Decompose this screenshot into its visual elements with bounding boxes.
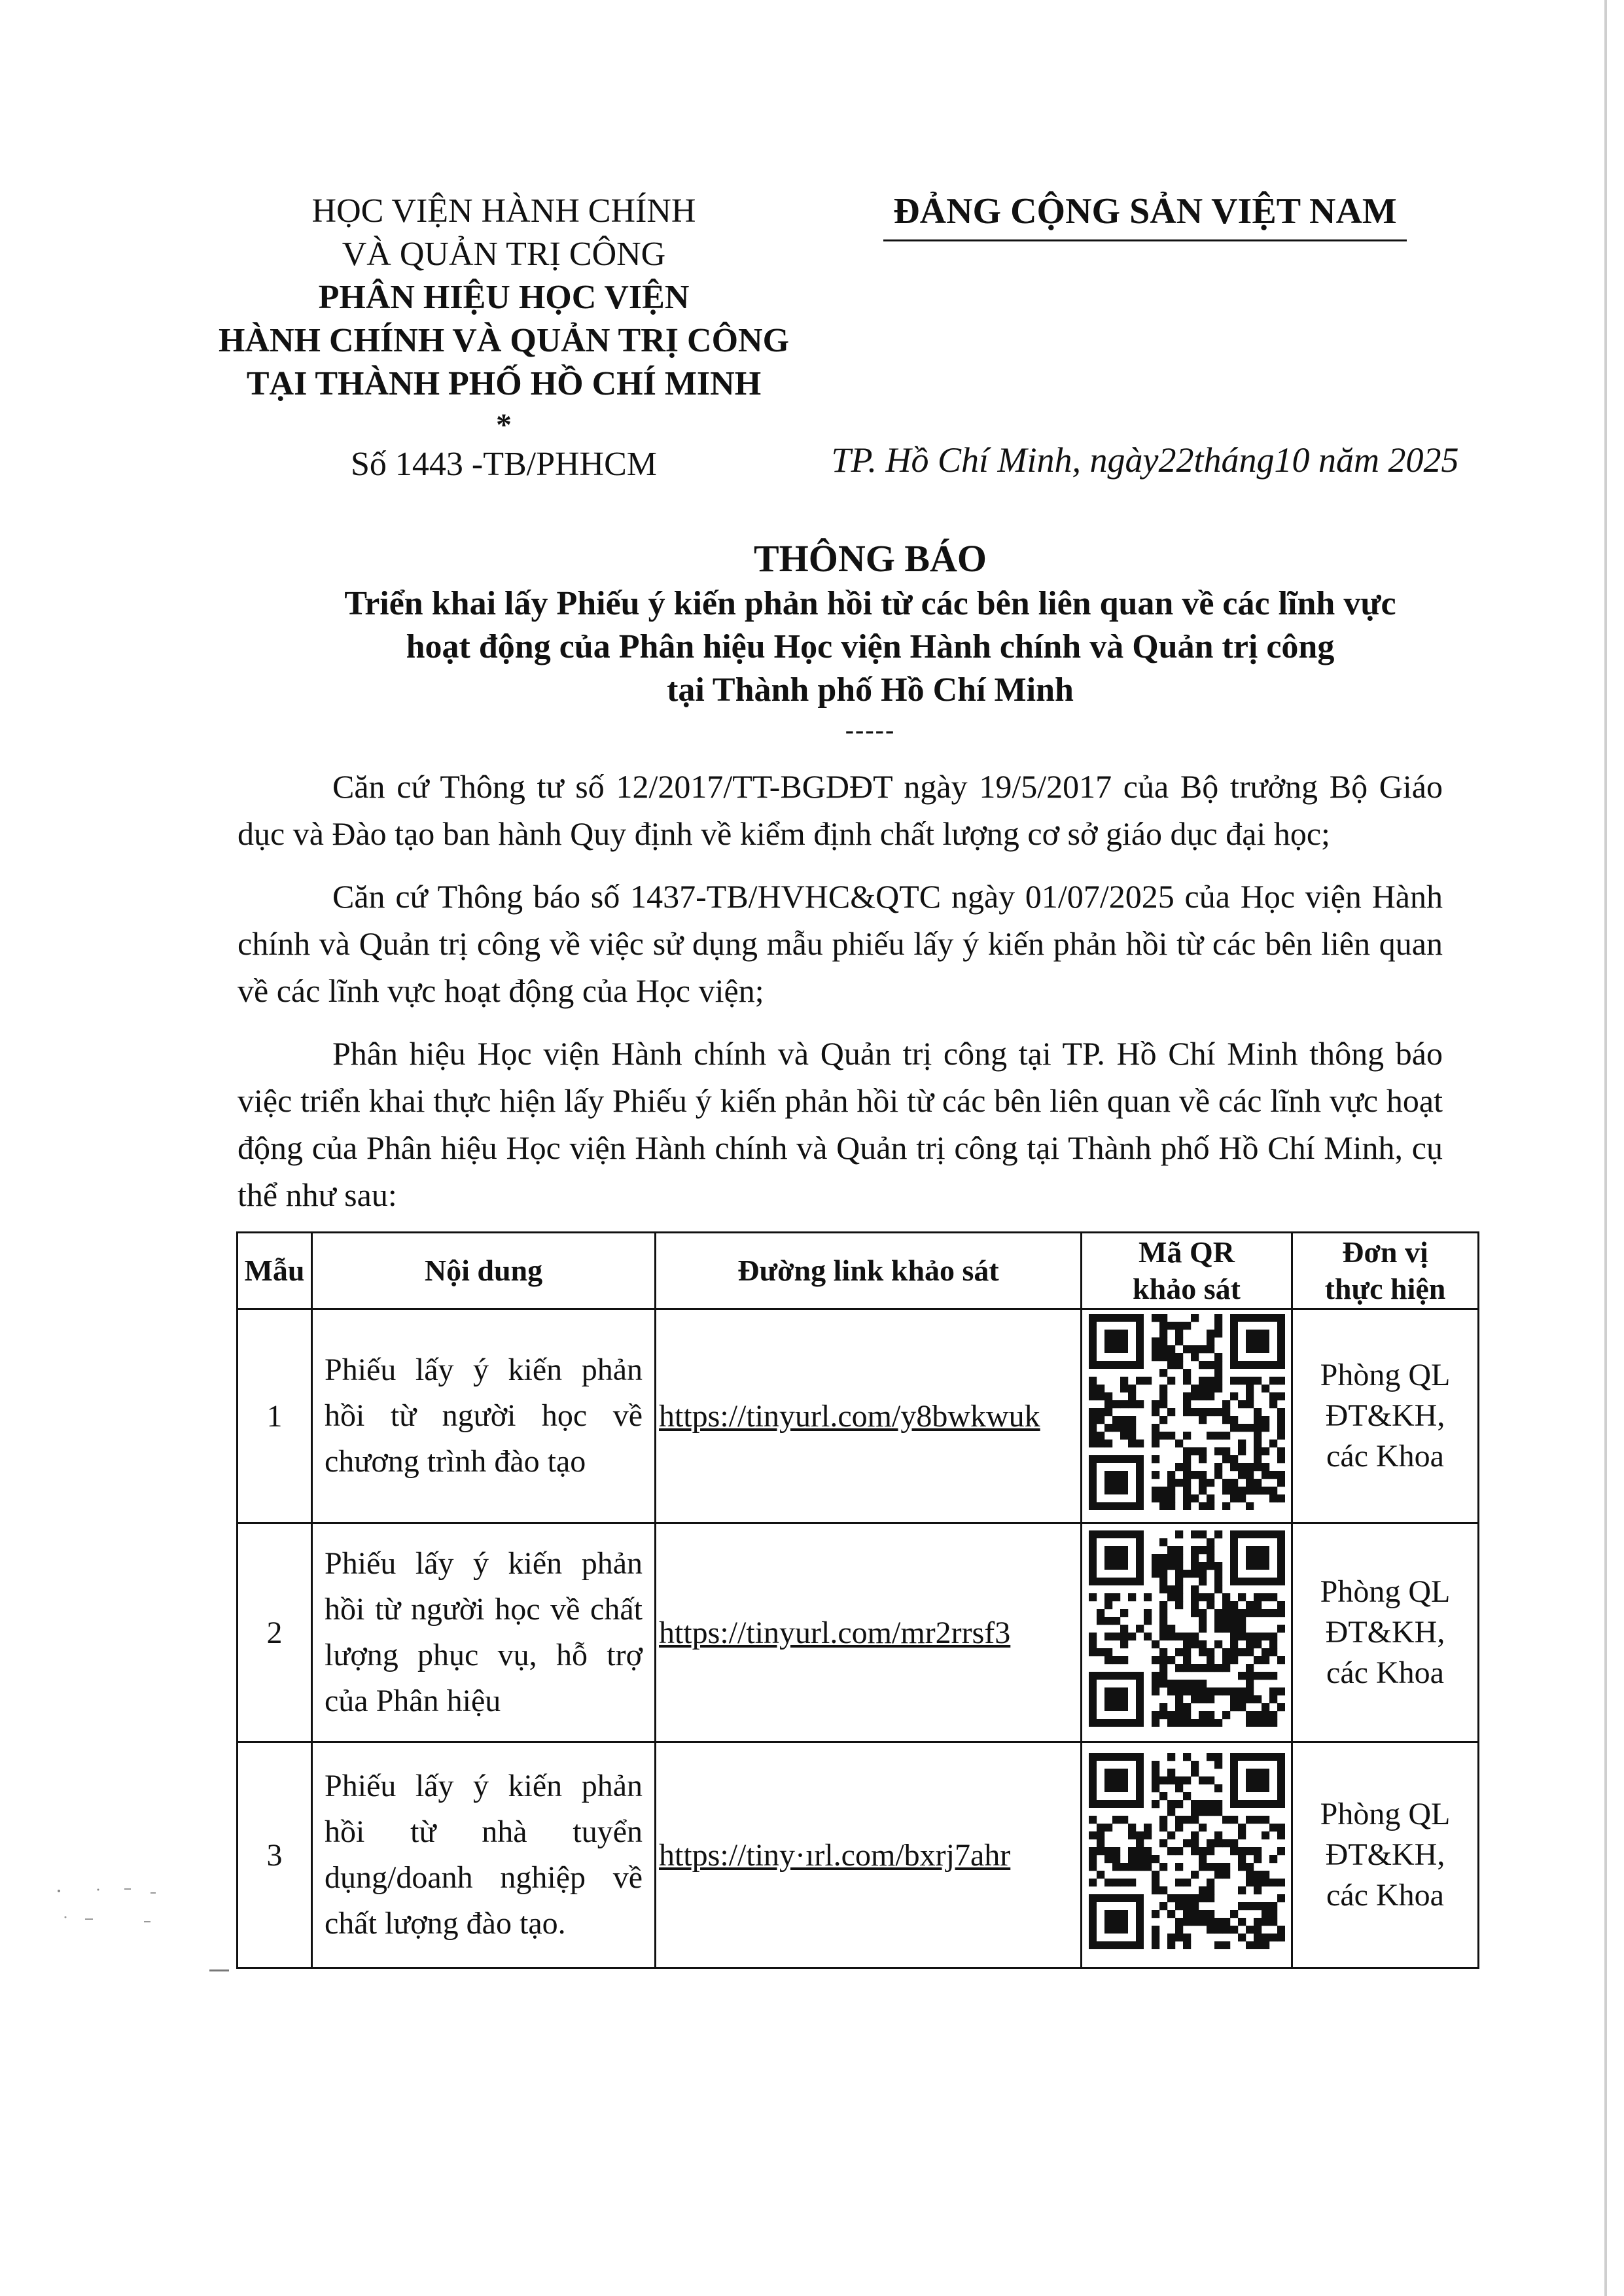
table-header-row [238, 1233, 1479, 1309]
issuer-block [150, 190, 857, 406]
col-header-link: Đường link khảo sát [656, 1233, 1082, 1309]
org-name-line1: HỌC VIỆN HÀNH CHÍNH [311, 192, 696, 230]
branch-name-line3: TẠI THÀNH PHỐ HỒ CHÍ MINH [246, 365, 762, 402]
table-row [238, 1523, 1479, 1742]
scan-noise [46, 1871, 177, 1950]
document-subtitle [216, 582, 1525, 712]
scan-edge [1604, 0, 1607, 2296]
survey-link-cell [656, 1309, 1082, 1523]
col-header-qr [1082, 1233, 1292, 1309]
qr-code-icon[interactable] [1089, 1314, 1285, 1510]
subtitle-line1: Triển khai lấy Phiếu ý kiến phản hồi từ các bên liên quan về các lĩnh vực [344, 585, 1396, 622]
row-content: Phiếu lấy ý kiến phản hồi từ người học về chương trình đào tạo [312, 1309, 656, 1523]
row-number: 3 [238, 1742, 312, 1968]
row-content: Phiếu lấy ý kiến phản hồi từ nhà tuyển dụng/doanh nghiệp về chất lượng đào tạo. [312, 1742, 656, 1968]
place-date: TP. Hồ Chí Minh, ngày22tháng10 năm 2025 [831, 440, 1459, 480]
qr-cell [1082, 1309, 1292, 1523]
row-number: 2 [238, 1523, 312, 1742]
unit-line1: Phòng QL [1320, 1797, 1451, 1831]
unit-line3: các Khoa [1326, 1878, 1444, 1913]
paragraph-legal-basis-2: Căn cứ Thông báo số 1437-TB/HVHC&QTC ngày 01/07/2025 của Học viện Hành chính và Quản trị công về việc sử dụng mẫu phiếu lấy ý kiến phản hồi từ các bên liên quan về các lĩnh vực hoạt động của Học viện; [238, 878, 1443, 1009]
unit-line3: các Khoa [1326, 1439, 1444, 1474]
paragraph-legal-basis-1: Căn cứ Thông tư số 12/2017/TT-BGDĐT ngày 19/5/2017 của Bộ trưởng Bộ Giáo dục và Đào tạo ban hành Quy định về kiểm định chất lượng cơ sở giáo dục đại học; [238, 768, 1443, 852]
branch-name-line1: PHÂN HIỆU HỌC VIỆN [318, 279, 690, 316]
unit-line2: ĐT&KH, [1325, 1398, 1445, 1433]
paragraph-announcement: Phân hiệu Học viện Hành chính và Quản trị công tại TP. Hồ Chí Minh thông báo việc triển khai thực hiện lấy Phiếu ý kiến phản hồi từ các bên liên quan về các lĩnh vực hoạt động của Phân hiệu Học viện Hành chính và Quản trị công tại Thành phố Hồ Chí Minh, cụ thể như sau: [238, 1035, 1443, 1213]
party-underline [883, 239, 1407, 241]
survey-table [236, 1231, 1479, 1969]
col-header-unit [1292, 1233, 1479, 1309]
row-unit [1292, 1742, 1479, 1968]
col-header-unit-line1: Đơn vị [1342, 1235, 1428, 1269]
survey-link-cell [656, 1742, 1082, 1968]
qr-cell [1082, 1523, 1292, 1742]
table-row [238, 1309, 1479, 1523]
table-row [238, 1742, 1479, 1968]
unit-line2: ĐT&KH, [1325, 1615, 1445, 1650]
scan-mark [209, 1969, 229, 1971]
col-header-qr-line2: khảo sát [1133, 1272, 1241, 1305]
unit-line1: Phòng QL [1320, 1358, 1451, 1392]
org-name-line2: VÀ QUẢN TRỊ CÔNG [342, 236, 666, 273]
subtitle-line2: hoạt động của Phân hiệu Học viện Hành chính và Quản trị công [406, 628, 1335, 665]
survey-link[interactable]: https://tiny·ırl.com/bxrj7ahr [659, 1837, 1011, 1873]
row-number: 1 [238, 1309, 312, 1523]
document-number: Số 1443 -TB/PHHCM [350, 446, 658, 483]
qr-code-icon[interactable] [1089, 1753, 1285, 1949]
branch-name-line2: HÀNH CHÍNH VÀ QUẢN TRỊ CÔNG [218, 322, 790, 359]
row-unit [1292, 1309, 1479, 1523]
survey-link-cell [656, 1523, 1082, 1742]
col-header-no: Mẫu [238, 1233, 312, 1309]
col-header-unit-line2: thực hiện [1324, 1272, 1446, 1305]
col-header-qr-line1: Mã QR [1139, 1235, 1235, 1269]
row-content: Phiếu lấy ý kiến phản hồi từ người học về chất lượng phục vụ, hỗ trợ của Phân hiệu [312, 1523, 656, 1742]
party-name: ĐẢNG CỘNG SẢN VIỆT NAM [893, 191, 1397, 232]
document-title: THÔNG BÁO [753, 537, 987, 580]
survey-link[interactable]: https://tinyurl.com/y8bwkwuk [659, 1398, 1040, 1434]
col-header-content: Nội dung [312, 1233, 656, 1309]
unit-line1: Phòng QL [1320, 1574, 1451, 1609]
title-separator: ----- [845, 715, 896, 745]
header-star: * [496, 408, 512, 442]
qr-cell [1082, 1742, 1292, 1968]
survey-link[interactable]: https://tinyurl.com/mr2rrsf3 [659, 1615, 1011, 1650]
qr-code-icon[interactable] [1089, 1530, 1285, 1727]
subtitle-line3: tại Thành phố Hồ Chí Minh [667, 671, 1074, 709]
unit-line2: ĐT&KH, [1325, 1837, 1445, 1872]
unit-line3: các Khoa [1326, 1655, 1444, 1690]
row-unit [1292, 1523, 1479, 1742]
